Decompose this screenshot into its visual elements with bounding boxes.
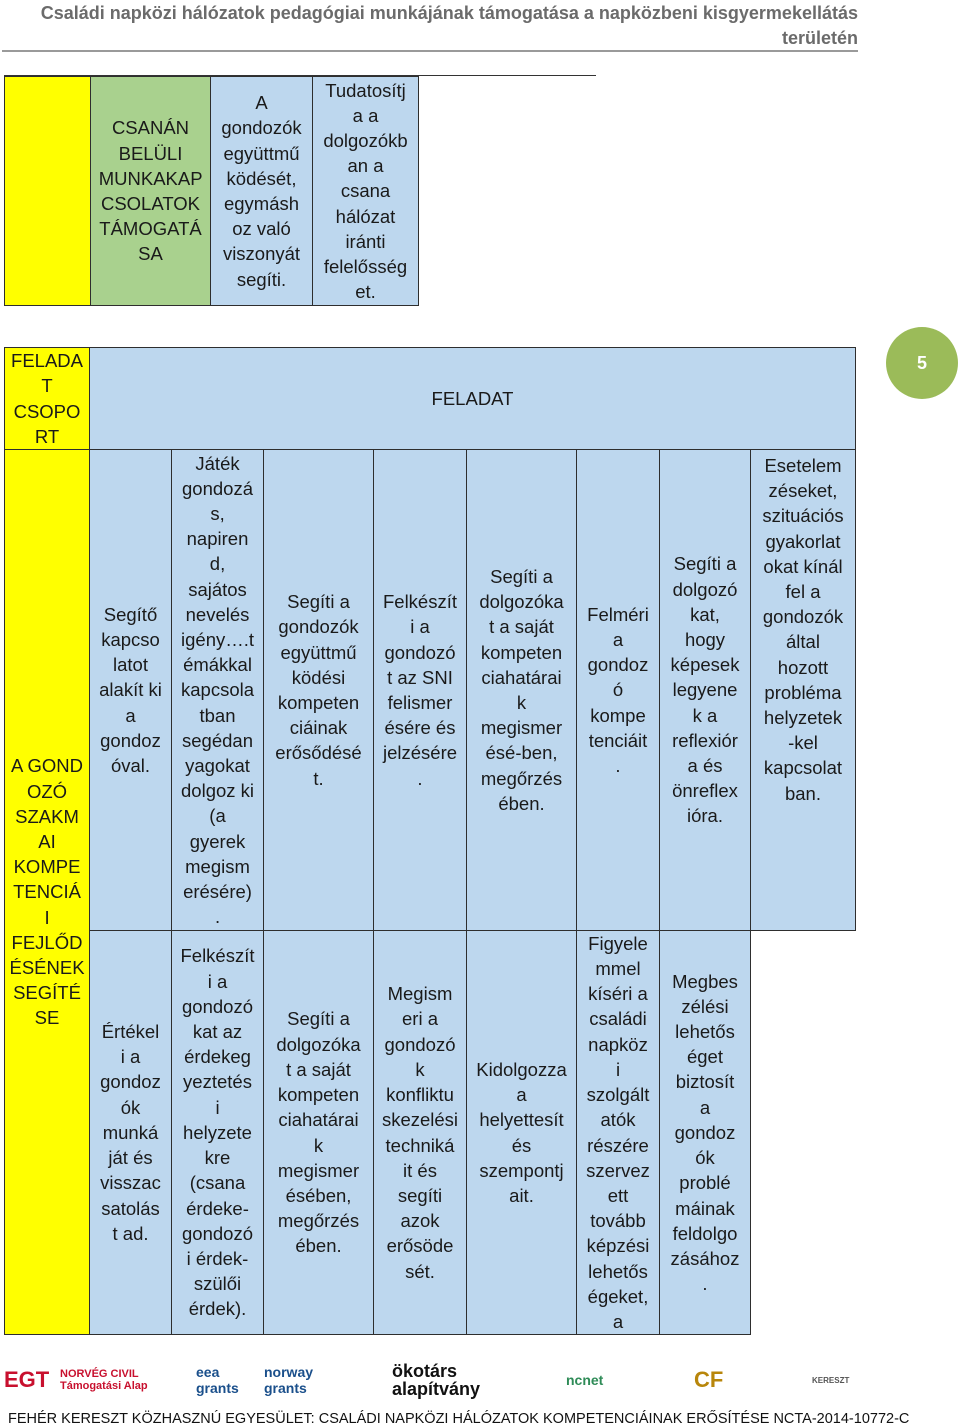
row1-task-4: Felkészít i a gondozó t az SNI felismer ésére és jelzésére .: [382, 591, 458, 789]
main-table-task-header: FELADAT: [431, 387, 514, 409]
main-table-group-header-cell: [4, 347, 90, 450]
top-table-task1: A gondozók együttmű ködését, egymásh oz való viszonyát segíti.: [221, 92, 302, 290]
row1-task-cell-3: [263, 449, 374, 931]
row1-task-8: Esetelem zéseket, szituációs gyakorlat okat kínál fel a gondozók által hozott probléma helyzetek -kel kapcsolat ban.: [762, 455, 844, 804]
top-table-empty-cell: [4, 76, 91, 306]
row2-task-cell-5: [466, 930, 577, 1335]
header-title-line1: Családi napközi hálózatok pedagógiai munkájának támogatása a napközbeni kisgyermekellátás: [40, 3, 858, 23]
row2-task-cell-2: [171, 930, 264, 1335]
row2-task-cell-7: [659, 930, 751, 1335]
header-title-line2: területén: [781, 28, 858, 48]
main-table-group-header: FELADA T CSOPO RT: [11, 350, 83, 447]
row2-task-5: Kidolgozza a helyettesít és szempontj ait.: [476, 1058, 567, 1206]
top-table-topic: CSANÁN BELÜLI MUNKAKAP CSOLATOK TÁMOGATÁ SA: [98, 117, 203, 265]
row2-task-7: Megbes zélési lehetős éget biztosít a gondoz ók problé máinak feldolgo zásához .: [670, 970, 740, 1295]
page-footer: FEHÉR KERESZT KÖZHASZNÚ EGYESÜLET: CSALÁDI NAPKÖZI HÁLÓZATOK KOMPETENCIÁINAK ERŐSÍTÉSE NCTA-2014-10772-C: [8, 1411, 910, 1427]
top-table-task2-cell: [312, 76, 419, 306]
row2-task-cell-1: [89, 930, 172, 1335]
norveg-civil-logo: NORVÉG CIVIL Támogatási Alap: [60, 1368, 148, 1392]
row1-task-cell-6: [576, 449, 660, 931]
row1-task-cell-7: [659, 449, 751, 931]
top-table-topic-cell: [90, 76, 211, 306]
page-header: [0, 0, 858, 51]
row1-task-cell-5: [466, 449, 577, 931]
main-table-group: A GOND OZÓ SZAKM AI KOMPE TENCIÁ I FEJLŐD ÉSÉNEK SEGÍTÉ SE: [9, 755, 85, 1029]
page-number: 5: [916, 352, 927, 373]
page-number-badge: [886, 327, 958, 399]
header-divider: [2, 50, 858, 52]
row2-task-2: Felkészít i a gondozó kat az érdekeg yeztetés i helyzete kre (csana érdeke- gondozó i érdek- szülői érdek).: [180, 945, 255, 1320]
kereszt-logo: KERESZT: [812, 1375, 850, 1385]
row1-task-1: Segítő kapcso latot alakít ki a gondoz óval.: [99, 603, 162, 776]
norway-grants-logo: norway grants: [264, 1364, 314, 1396]
row2-task-cell-4: [373, 930, 467, 1335]
sponsor-logos: [0, 1358, 960, 1408]
main-table-group-cell: [4, 449, 90, 1335]
row1-task-cell-4: [373, 449, 467, 931]
egt-logo: EGT: [4, 1367, 50, 1392]
row2-task-3: Segíti a dolgozóka t a saját kompeten ciahatárai k megismer ésében, megőrzés ében.: [276, 1008, 361, 1257]
row1-task-cell-1: [89, 449, 172, 931]
ncnet-logo: ncnet: [566, 1372, 604, 1388]
row2-task-4: Megism eri a gondozó k konfliktu skezelési techniká it és segíti azok erősöde sét.: [381, 983, 459, 1282]
main-table-task-header-cell: [89, 347, 856, 450]
top-table-task1-cell: [210, 76, 313, 306]
row1-task-7: Segíti a dolgozó kat, hogy képesek legyene k a reflexiór a és önreflex ióra.: [670, 553, 740, 827]
row2-task-1: Értékel i a gondoz ók munká ját és visszac satolás t ad.: [100, 1021, 161, 1244]
okotars-logo: ökotárs alapítvány: [392, 1361, 481, 1399]
row1-task-2: Játék gondozá s, napiren d, sajátos nevelés igény….t émákkal kapcsola tban segédan yagokat dolgoz ki (a gyerek megism erésére) .: [181, 452, 255, 928]
top-table-task2: Tudatosítj a a dolgozókb an a csana hálózat iránti felelősség et.: [323, 79, 408, 303]
row1-task-3: Segíti a gondozók együttmű ködési kompeten ciáinak erősődésé t.: [275, 591, 362, 789]
row1-task-6: Felméri a gondoz ó kompe tenciáit .: [587, 603, 649, 776]
row2-task-6: Figyele mmel kíséri a családi napköz i szolgált atók részére szervez ett tovább képzési lehetős égeket, a: [586, 932, 650, 1332]
row2-task-cell-6: [576, 930, 660, 1335]
cf-logo: CF: [694, 1367, 724, 1392]
row1-task-cell-2: [171, 449, 264, 931]
row2-task-cell-3: [263, 930, 374, 1335]
row1-task-cell-8: [750, 449, 856, 931]
eea-grants-logo: eea grants: [196, 1364, 239, 1396]
row1-task-5: Segíti a dolgozóka t a saját kompeten ciahatárai k megismer ésé-ben, megőrzés ében.: [479, 565, 564, 814]
